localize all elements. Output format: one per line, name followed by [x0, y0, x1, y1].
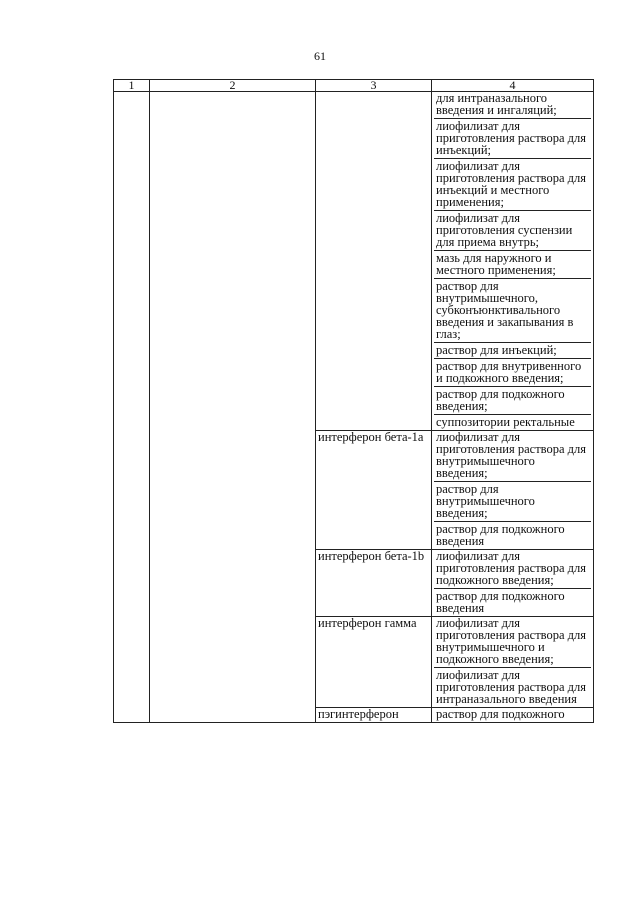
header-col-4: 4: [432, 80, 594, 92]
drug-name-cell: [316, 92, 432, 431]
header-col-1: 1: [114, 80, 150, 92]
dosage-form-entry: лиофилизат для приготовления раствора для инъекций;: [434, 118, 591, 158]
drug-name-cell: пэгинтерферон: [316, 708, 432, 723]
dosage-form-entry: раствор для внутримышечного введения;: [434, 481, 591, 521]
header-row: [114, 80, 594, 92]
table-body: [114, 92, 594, 723]
drug-name-cell: интерферон бета-1a: [316, 431, 432, 550]
dosage-form-entry: раствор для подкожного введения: [434, 588, 591, 616]
dosage-form-entry: мазь для наружного и местного применения;: [434, 250, 591, 278]
dosage-forms-cell: [432, 708, 594, 723]
page-number: 61: [314, 49, 326, 63]
dosage-form-entry: суппозитории ректальные: [434, 414, 591, 430]
dosage-form-entry: раствор для внутримышечного, субконъюнктивального введения и закапывания в глаз;: [434, 278, 591, 342]
dosage-form-entry: раствор для подкожного введения: [434, 521, 591, 549]
dosage-forms-cell: [432, 617, 594, 708]
dosage-forms-cell: [432, 550, 594, 617]
dosage-form-entry: лиофилизат для приготовления раствора для внутримышечного и подкожного введения;: [436, 616, 586, 666]
dosage-form-entry: раствор для внутривенного и подкожного введения;: [434, 358, 591, 386]
dosage-form-entry: лиофилизат для приготовления суспензии для приема внутрь;: [434, 210, 591, 250]
drug-name-cell: интерферон гамма: [316, 617, 432, 708]
drug-table: [113, 79, 594, 723]
dosage-form-entry: для интраназального введения и ингаляций;: [436, 91, 557, 117]
header-col-2: 2: [150, 80, 316, 92]
table-row: [114, 92, 594, 431]
dosage-forms-cell: [432, 431, 594, 550]
dosage-forms-cell: [432, 92, 594, 431]
cell-col2-empty: [150, 92, 316, 723]
dosage-form-entry: лиофилизат для приготовления раствора для интраназального введения: [434, 667, 591, 707]
cell-col1-empty: [114, 92, 150, 723]
dosage-form-entry: лиофилизат для приготовления раствора для внутримышечного введения;: [436, 430, 586, 480]
dosage-form-entry: лиофилизат для приготовления раствора для инъекций и местного применения;: [434, 158, 591, 210]
dosage-form-entry: раствор для инъекций;: [434, 342, 591, 358]
dosage-form-entry: лиофилизат для приготовления раствора для подкожного введения;: [436, 549, 586, 587]
drug-name-cell: интерферон бета-1b: [316, 550, 432, 617]
dosage-form-entry: раствор для подкожного введения;: [434, 386, 591, 414]
header-col-3: 3: [316, 80, 432, 92]
dosage-form-entry: раствор для подкожного: [436, 707, 565, 721]
